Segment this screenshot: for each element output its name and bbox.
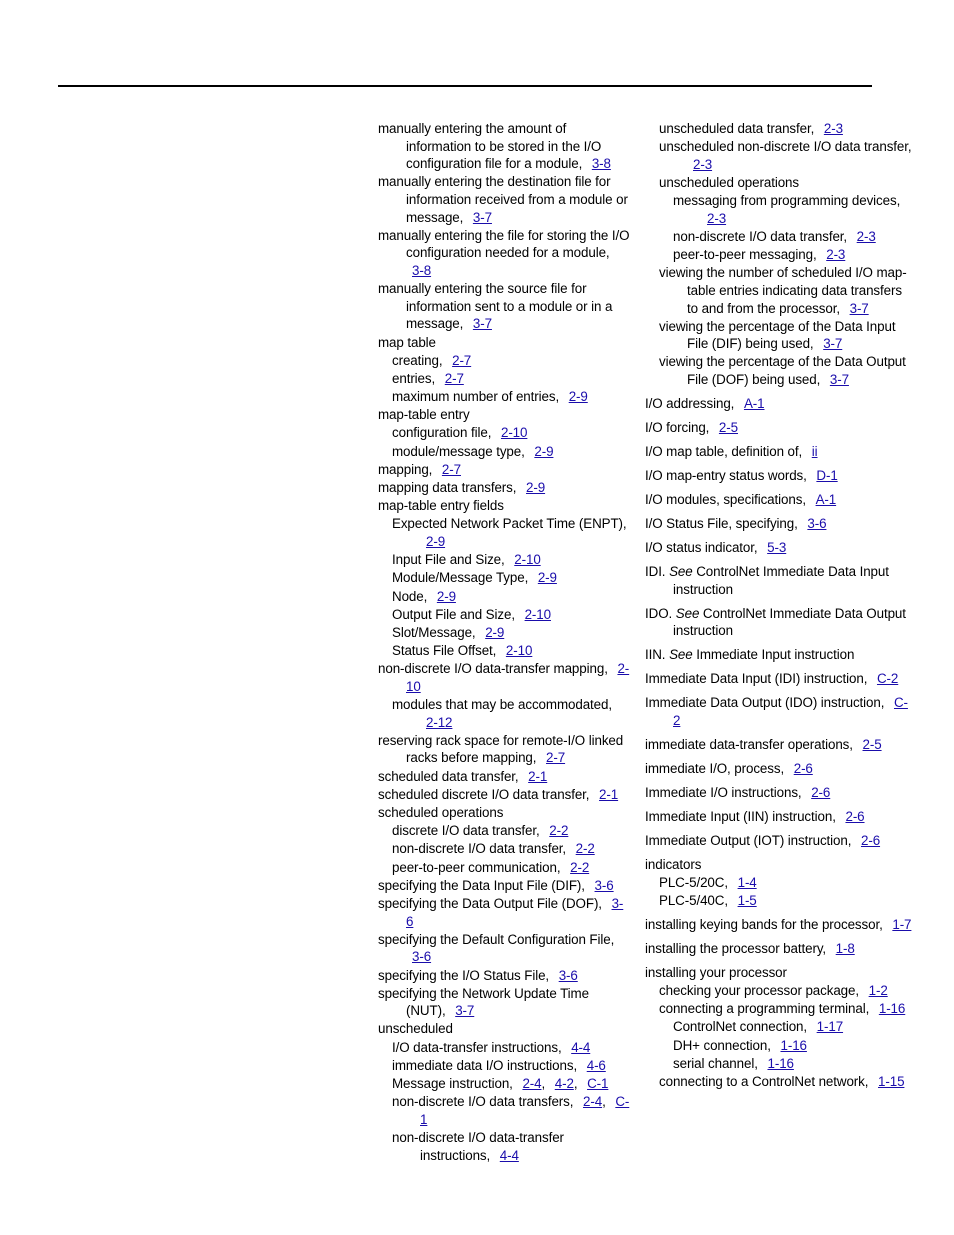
index-entry: [378, 1039, 630, 1057]
page-link[interactable]: 2-3: [693, 156, 713, 172]
page-link[interactable]: 2-1: [528, 768, 548, 784]
page-link[interactable]: 2-9: [436, 588, 456, 604]
page-link[interactable]: 2-2: [570, 859, 590, 875]
index-term: Expected Network Packet Time (ENPT),: [392, 516, 627, 532]
index-entry: [378, 931, 630, 966]
page-link[interactable]: 5-3: [767, 539, 787, 555]
page-link[interactable]: 2-3: [707, 210, 727, 226]
index-term: Message instruction,: [392, 1076, 513, 1092]
index-term: IDI.: [645, 563, 666, 579]
page-link[interactable]: 2-6: [811, 784, 831, 800]
page-link[interactable]: 2-7: [441, 461, 461, 477]
index-entry: [645, 916, 913, 934]
page-link[interactable]: 2-7: [452, 352, 472, 368]
index-term: Immediate Data Input (IDI) instruction,: [645, 671, 868, 687]
page-link[interactable]: 2-10: [406, 661, 630, 694]
index-term: DH+ connection,: [673, 1037, 771, 1053]
page-link[interactable]: 3-6: [558, 967, 578, 983]
page-link[interactable]: 3-7: [823, 336, 843, 352]
index-entry: [645, 1073, 913, 1091]
index-entry: [378, 497, 630, 515]
index-term: specifying the I/O Status File,: [378, 967, 550, 983]
index-entry: [378, 424, 630, 442]
index-term: entries,: [392, 370, 436, 386]
page-link[interactable]: 2-4: [522, 1076, 542, 1092]
index-entry: [378, 786, 630, 804]
index-term: manually entering the source file for information sent to a module or in a message,: [378, 281, 613, 332]
index-term: non-discrete I/O data-transfer instructions,: [392, 1130, 564, 1163]
index-term: IDO.: [645, 605, 673, 621]
index-term: scheduled discrete I/O data transfer,: [378, 786, 590, 802]
index-entry: [378, 227, 630, 280]
index-term: scheduled operations: [378, 805, 504, 820]
index-entry: [645, 419, 913, 437]
page-link[interactable]: ii: [811, 444, 818, 460]
index-term: creating,: [392, 352, 443, 368]
page-link[interactable]: 1-16: [780, 1037, 807, 1053]
page-link[interactable]: 3-7: [829, 372, 849, 388]
index-term: peer-to-peer communication,: [392, 859, 561, 875]
page-link[interactable]: C-2: [876, 671, 899, 687]
index-entry: [645, 892, 913, 910]
index-term: installing keying bands for the processor,: [645, 916, 883, 932]
index-term: map table: [378, 334, 436, 350]
index-entry: [378, 334, 630, 352]
index-term: manually entering the destination file for information received from a module or message,: [378, 174, 628, 225]
index-entry: [645, 1000, 913, 1018]
index-entry: [378, 173, 630, 226]
page-link[interactable]: 3-7: [472, 316, 492, 332]
page-link[interactable]: 2-9: [537, 570, 557, 586]
index-entry: [645, 174, 913, 192]
index-term: specifying the Default Configuration File,: [378, 931, 615, 947]
page-link[interactable]: 3-6: [406, 895, 624, 929]
index-term: I/O data-transfer instructions,: [392, 1039, 562, 1055]
page-link[interactable]: 4-6: [586, 1057, 606, 1073]
page-link[interactable]: 2-7: [444, 370, 464, 386]
index-term: Module/Message Type,: [392, 570, 529, 586]
page-link[interactable]: 2-10: [505, 643, 533, 659]
index-term: I/O Status File, specifying,: [645, 515, 798, 531]
index-term: immediate data-transfer operations,: [645, 736, 853, 752]
index-entry: [378, 406, 630, 424]
index-term: mapping data transfers,: [378, 480, 517, 495]
index-entry: [645, 856, 913, 874]
page-link[interactable]: 3-8: [591, 156, 611, 172]
index-term: messaging from programming devices,: [673, 193, 901, 209]
index-term: module/message type,: [392, 443, 525, 459]
index-term: Node,: [392, 588, 428, 604]
page-link[interactable]: 2-9: [485, 624, 505, 640]
index-term: installing your processor: [645, 964, 787, 980]
index-entry: [645, 982, 913, 1000]
index-term: map-table entry fields: [378, 498, 504, 514]
index-entry: [378, 515, 630, 550]
index-entry: [378, 120, 630, 173]
index-entry: [645, 491, 913, 509]
index-term: unscheduled operations: [659, 174, 799, 190]
index-entry: [645, 138, 913, 173]
index-term: reserving rack space for remote-I/O linked racks before mapping,: [378, 732, 624, 766]
index-term: checking your processor package,: [659, 983, 860, 999]
page-link[interactable]: 2-2: [549, 823, 569, 839]
page-link[interactable]: 1-2: [868, 983, 888, 999]
see-reference: See: [669, 647, 693, 663]
index-entry: non-discrete I/O data transfers, 2-4, C-1: [392, 1094, 630, 1127]
index-term: ControlNet connection,: [673, 1019, 808, 1035]
index-term: PLC-5/20C,: [659, 874, 728, 890]
page-link[interactable]: 2-3: [826, 247, 846, 263]
page-link[interactable]: 2-9: [426, 533, 446, 549]
index-entry: [645, 832, 913, 850]
index-entry: [645, 1037, 913, 1055]
index-term: modules that may be accommodated,: [392, 697, 612, 713]
see-reference: See: [675, 605, 700, 621]
page-link[interactable]: 1-16: [767, 1055, 794, 1071]
index-term: IIN.: [645, 647, 666, 663]
page-link[interactable]: 2-5: [718, 420, 738, 436]
index-entry: [645, 395, 913, 413]
index-term: specifying the Network Update Time (NUT),: [378, 985, 589, 1019]
index-entry: [645, 515, 913, 533]
index-term: connecting to a ControlNet network,: [659, 1074, 869, 1090]
page-link[interactable]: A-1: [815, 491, 837, 507]
page-link[interactable]: 2-6: [845, 808, 865, 824]
page-link[interactable]: 2-10: [500, 425, 528, 441]
index-term: Immediate Input (IIN) instruction,: [645, 808, 836, 824]
index-term: unscheduled: [378, 1021, 453, 1037]
index-term: scheduled data transfer,: [378, 768, 519, 784]
index-entry: [378, 1129, 630, 1164]
index-entry: [378, 877, 630, 895]
index-entry: [645, 760, 913, 778]
see-target: Immediate Input instruction: [696, 647, 855, 663]
page-link[interactable]: 2-12: [426, 714, 453, 730]
index-term: specifying the Data Output File (DOF),: [378, 895, 602, 911]
index-entry: [645, 264, 913, 317]
page-link[interactable]: 2-10: [514, 552, 541, 568]
index-entry: [378, 352, 630, 370]
index-term: I/O modules, specifications,: [645, 491, 806, 507]
index-term: peer-to-peer messaging,: [673, 247, 817, 263]
page-link[interactable]: 3-7: [849, 300, 869, 316]
page-link[interactable]: 2-3: [856, 228, 876, 244]
see-target: ControlNet Immediate Data Output instruction: [673, 605, 906, 639]
index-term: viewing the percentage of the Data Output File (DOF) being used,: [659, 354, 906, 388]
index-term: mapping,: [378, 461, 433, 477]
page-link[interactable]: 2-2: [575, 841, 595, 857]
index-entry: [378, 370, 630, 388]
page-link[interactable]: 1-4: [737, 874, 757, 890]
index-term: indicators: [645, 856, 702, 872]
index-term: connecting a programming terminal,: [659, 1001, 870, 1017]
index-term: unscheduled data transfer,: [659, 121, 815, 136]
page-link[interactable]: 3-6: [594, 877, 614, 893]
index-entry: [378, 606, 630, 624]
page-link[interactable]: 1-8: [835, 940, 855, 956]
index-term: immediate data I/O instructions,: [392, 1057, 578, 1073]
page-link[interactable]: 4-4: [499, 1147, 519, 1163]
index-entry: [378, 280, 630, 333]
index-entry: [645, 736, 913, 754]
page-link[interactable]: 2-10: [524, 606, 551, 622]
index-entry: [378, 895, 630, 930]
index-term: installing the processor battery,: [645, 940, 827, 956]
index-term: manually entering the amount of information to be stored in the I/O configuration file for a module,: [378, 121, 602, 172]
index-entry: [378, 732, 630, 767]
index-entry: [645, 646, 913, 664]
page-link[interactable]: C-1: [587, 1076, 609, 1092]
index-entry: [645, 808, 913, 826]
index-entry: [378, 660, 630, 695]
index-term: non-discrete I/O data transfer,: [392, 841, 567, 857]
index-term: Immediate I/O instructions,: [645, 784, 802, 800]
index-term: I/O status indicator,: [645, 539, 758, 555]
index-term: Slot/Message,: [392, 624, 476, 640]
index-term: unscheduled non-discrete I/O data transfer,: [659, 139, 912, 155]
index-term: Input File and Size,: [392, 552, 505, 568]
page-link[interactable]: 4-4: [571, 1039, 591, 1055]
index-entry: [645, 874, 913, 892]
index-entry: [378, 551, 630, 569]
page-link[interactable]: 2-9: [526, 480, 546, 495]
index-entry: [378, 1057, 630, 1075]
index-term: immediate I/O, process,: [645, 760, 785, 776]
index-term: viewing the number of scheduled I/O map-table entries indicating data transfers to and from the processor,: [659, 265, 907, 316]
index-entry: [645, 353, 913, 388]
page-link[interactable]: 2-7: [546, 750, 566, 766]
index-term: configuration file,: [392, 425, 492, 441]
index-entry: [645, 539, 913, 557]
index-entry: [645, 246, 913, 264]
index-entry: [645, 120, 913, 138]
index-entry: [645, 318, 913, 353]
index-term: PLC-5/40C,: [659, 892, 728, 908]
index-term: non-discrete I/O data-transfer mapping,: [378, 661, 608, 677]
index-entry: [378, 1020, 630, 1038]
index-entry: [378, 588, 630, 606]
page-link[interactable]: 3-6: [807, 515, 827, 531]
page-link[interactable]: 2-9: [534, 443, 554, 459]
index-entry: [645, 605, 913, 640]
page-link[interactable]: 2-3: [823, 121, 843, 136]
index-term: Immediate Data Output (IDO) instruction,: [645, 695, 885, 711]
index-term: specifying the Data Input File (DIF),: [378, 877, 585, 893]
page-link[interactable]: D-1: [816, 468, 838, 483]
index-entry: [378, 569, 630, 587]
index-term: non-discrete I/O data transfers,: [392, 1094, 574, 1110]
index-entry: [378, 461, 630, 479]
index-entry: [378, 859, 630, 877]
page-link[interactable]: A-1: [743, 396, 765, 412]
header-rule: [58, 85, 872, 87]
index-entry: [645, 784, 913, 802]
index-entry: [378, 804, 630, 822]
index-term: Status File Offset,: [392, 643, 497, 659]
page-link[interactable]: 3-6: [412, 949, 432, 965]
index-entry: [378, 624, 630, 642]
index-entry: [378, 388, 630, 406]
see-target: ControlNet Immediate Data Input instruction: [673, 563, 889, 597]
index-column-left: [378, 120, 630, 1165]
index-entry: [645, 964, 913, 982]
index-entry: [378, 479, 630, 497]
page-link[interactable]: 3-8: [412, 262, 432, 278]
index-term: I/O forcing,: [645, 420, 710, 436]
index-entry: [378, 768, 630, 786]
page-link[interactable]: 2-9: [568, 389, 588, 405]
page-link[interactable]: 2-1: [599, 786, 619, 802]
page-link[interactable]: 1-7: [892, 916, 912, 932]
index-entry: [645, 563, 913, 598]
page-link[interactable]: C-2: [673, 695, 908, 728]
page-link[interactable]: 2-6: [793, 760, 813, 776]
index-entry: [645, 228, 913, 246]
page-link[interactable]: 1-16: [878, 1001, 906, 1017]
index-entry: [645, 443, 913, 461]
index-term: I/O map table, definition of,: [645, 444, 803, 460]
page-link[interactable]: C-1: [420, 1094, 630, 1127]
page-link[interactable]: 1-17: [816, 1019, 844, 1035]
index-term: manually entering the file for storing the I/O configuration needed for a module,: [378, 227, 630, 261]
index-entry: Message instruction, 2-4, 4-2, C-1: [392, 1076, 609, 1092]
index-term: Immediate Output (IOT) instruction,: [645, 832, 852, 848]
index-term: serial channel,: [673, 1055, 758, 1071]
page-link[interactable]: 2-5: [862, 736, 882, 752]
index-entry: [378, 985, 630, 1020]
index-entry: [645, 940, 913, 958]
index-entry: [378, 642, 630, 660]
page-link[interactable]: 3-7: [455, 1003, 475, 1019]
page-link[interactable]: 2-4: [583, 1094, 603, 1110]
page-link[interactable]: 1-15: [878, 1074, 905, 1090]
index-entry: [378, 822, 630, 840]
page-link[interactable]: 3-7: [472, 209, 492, 225]
index-term: viewing the percentage of the Data Input File (DIF) being used,: [659, 318, 896, 352]
see-reference: See: [669, 563, 693, 579]
index-column-right: [645, 120, 913, 1091]
index-entry: [645, 694, 913, 729]
index-entry: [378, 967, 630, 985]
index-term: discrete I/O data transfer,: [392, 823, 540, 839]
page-link[interactable]: 1-5: [737, 892, 757, 908]
index-entry: [378, 696, 630, 731]
index-entry: [645, 670, 913, 688]
page-link[interactable]: 2-6: [860, 832, 881, 848]
index-term: non-discrete I/O data transfer,: [673, 228, 848, 244]
index-entry: [378, 443, 630, 461]
index-term: Output File and Size,: [392, 606, 515, 622]
index-entry: [645, 1018, 913, 1036]
index-entry: [378, 840, 630, 858]
index-entry: [645, 192, 913, 227]
index-entry: [645, 1055, 913, 1073]
index-term: I/O map-entry status words,: [645, 468, 807, 483]
page-link[interactable]: 4-2: [554, 1076, 574, 1092]
index-term: I/O addressing,: [645, 396, 735, 412]
index-term: map-table entry: [378, 407, 470, 423]
index-entry: [645, 467, 913, 485]
index-term: maximum number of entries,: [392, 389, 560, 405]
